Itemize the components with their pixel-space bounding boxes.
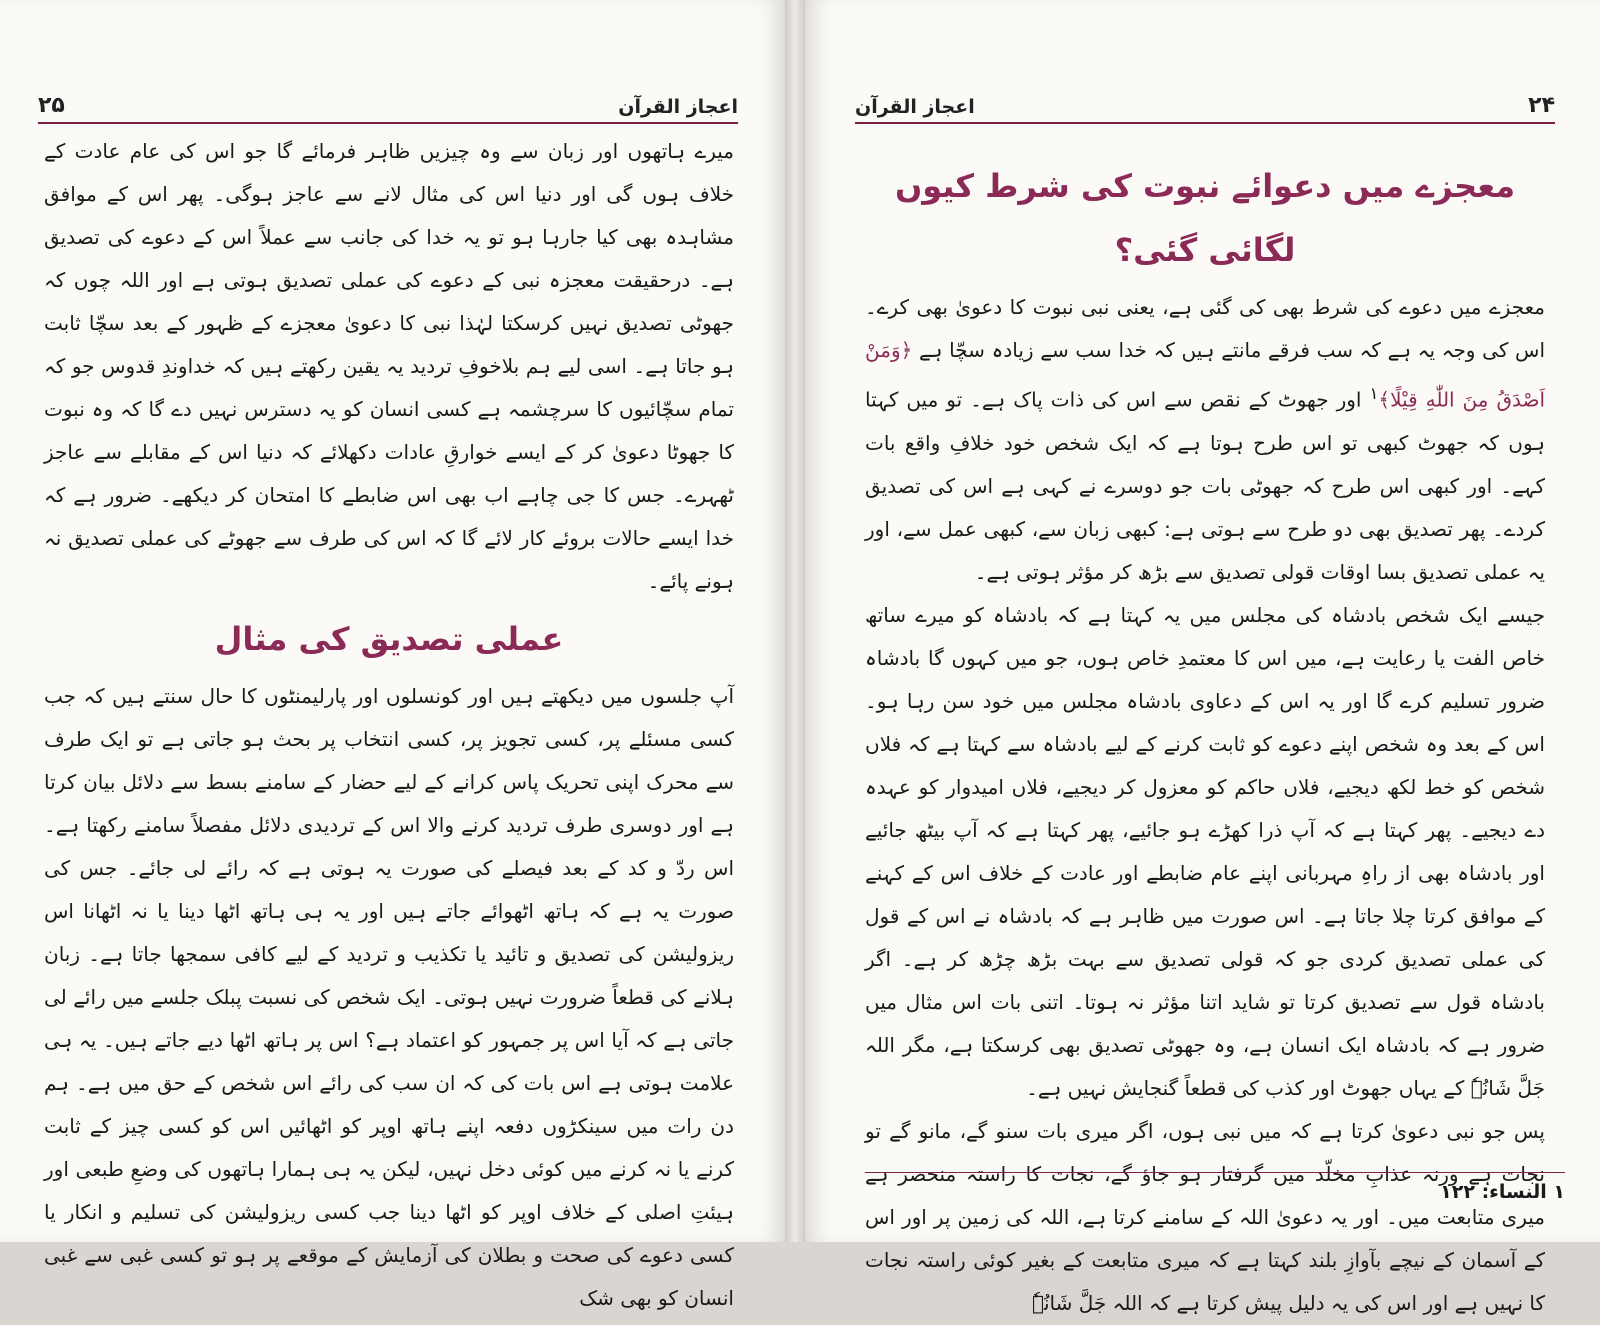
left-page-body bbox=[44, 130, 734, 1320]
right-page-header bbox=[855, 88, 1555, 124]
left-page-number: ۲۵ bbox=[38, 93, 65, 118]
right-paragraph-2: جیسے ایک شخص بادشاہ کی مجلس میں یہ کہتا ہے کہ بادشاہ کو میرے ساتھ خاص الفت یا رعایت ہے، میں اس کا معتمدِ خاص ہوں، جو میں کہوں گا بادشاہ ضرور تسلیم کرے گا اور یہ اس کے دعاوی بادشاہ مجلس میں خود سن رہا ہو۔ اس کے بعد وہ شخص اپنے دعوے کو ثابت کرنے کے لیے بادشاہ سے کہتا ہے کہ فلاں شخص کو خط لکھ دیجیے، فلاں حاکم کو معزول کر دیجیے، فلاں امیدوار کو عہدہ دے دیجیے۔ پھر کہتا ہے کہ آپ ذرا کھڑے ہو جائیے، پھر کہتا ہے کہ آپ بیٹھ جائیے اور بادشاہ بھی از راہِ مہربانی اپنے عام ضابطے اور عادت کے خلاف اس کے کہنے کے موافق کرتا چلا جاتا ہے۔ اس صورت میں ظاہر ہے کہ بادشاہ نے اس کے قول کی عملی تصدیق کردی جو کہ قولی تصدیق سے بہت بڑھ چڑھ کر ہے۔ اگر بادشاہ قول سے تصدیق کرتا تو شاید اتنا مؤثر نہ ہوتا۔ اتنی بات اس مثال میں ضرور ہے کہ بادشاہ ایک انسان ہے، وہ جھوٹی تصدیق بھی کرسکتا ہے، مگر اللہ جَلَّ شَانُہٗ کے یہاں جھوٹ اور کذب کی قطعاً گنجایش نہیں ہے۔ bbox=[865, 602, 1545, 1100]
right-paragraph-1-start: معجزے میں دعوے کی شرط بھی کی گئی ہے، یعنی نبی نبوت کا دعویٰ بھی کرے۔ اس کی وجہ یہ ہے کہ سب فرقے مانتے ہیں کہ خدا سب سے زیادہ سچّا ہے bbox=[865, 295, 1546, 362]
right-paragraph-1 bbox=[865, 286, 1545, 594]
quran-verse: ﴿وَمَنْ اَصْدَقُ مِنَ اللّٰهِ قِيْلًا﴾ bbox=[865, 338, 1546, 412]
right-header-title: اعجاز القرآن bbox=[855, 96, 975, 118]
left-paragraph-1: میرے ہاتھوں اور زبان سے وہ چیزیں ظاہر فرمائے گا جو اس کی عام عادت کے خلاف ہوں گی اور دنیا اس کی مثال لانے سے عاجز ہوگی۔ پھر اس کے موافق مشاہدہ بھی کیا جارہا ہو تو یہ خدا کی جانب سے عملاً اس کے دعوے کی تصدیق ہے۔ درحقیقت معجزہ نبی کے دعوے کی عملی تصدیق ہوتی ہے اور اللہ چوں کہ جھوٹی تصدیق نہیں کرسکتا لہٰذا نبی کا دعویٰ معجزے کے ظہور کے بعد سچّا ثابت ہو جاتا ہے۔ اسی لیے ہم بلاخوفِ تردید یہ یقین رکھتے ہیں کہ خداوندِ قدوس جو کہ تمام سچّائیوں کا سرچشمہ ہے کسی انسان کو یہ دسترس نہیں دے گا کہ وہ نبوت کا جھوٹا دعویٰ کر کے ایسے خوارقِ عادات دکھلائے کہ دنیا اس کے مقابلے سے عاجز ٹھہرے۔ جس کا جی چاہے اب بھی اس ضابطے کا امتحان کر دیکھے۔ ضرور ہے کہ خدا ایسے حالات بروئے کار لائے گا کہ اس کی طرف سے جھوٹے کی عملی تصدیق نہ ہونے پائے۔ bbox=[44, 139, 734, 593]
footnote-marker: ۱ bbox=[1369, 384, 1379, 403]
left-section-heading: عملی تصدیق کی مثال bbox=[214, 620, 564, 658]
right-page-number: ۲۴ bbox=[1528, 93, 1555, 118]
left-page bbox=[0, 0, 785, 1310]
right-page bbox=[805, 0, 1600, 1315]
right-section-heading: معجزے میں دعوائے نبوت کی شرط کیوں لگائی گئی؟ bbox=[894, 167, 1516, 269]
right-page-body bbox=[865, 150, 1545, 1325]
book-gutter bbox=[785, 0, 805, 1242]
left-header-title: اعجاز القرآن bbox=[618, 96, 738, 118]
right-paragraph-1-end: اور جھوٹ کے نقص سے اس کی ذات پاک ہے۔ تو میں کہتا ہوں کہ جھوٹ کبھی تو اس طرح ہوتا ہے کہ ایک شخص خود خلافِ واقع بات کہے۔ اور کبھی اس طرح کہ جھوٹی بات جو دوسرے نے کہی ہے اس کی تصدیق کردے۔ پھر تصدیق بھی دو طرح سے ہوتی ہے: کبھی زبان سے، کبھی عمل سے، اور یہ عملی تصدیق بسا اوقات قولی تصدیق سے بڑھ کر مؤثر ہوتی ہے۔ bbox=[865, 387, 1545, 584]
left-paragraph-2: آپ جلسوں میں دیکھتے ہیں اور کونسلوں اور پارلیمنٹوں کا حال سنتے ہیں کہ جب کسی مسئلے پر، کسی تجویز پر، کسی انتخاب پر بحث ہو جاتی ہے تو ایک طرف سے محرک اپنی تحریک پاس کرانے کے لیے حضار کے سامنے بسط سے دلائل بیان کرتا ہے اور دوسری طرف تردید کرنے والا اس کے تردیدی دلائل مفصلاً سامنے رکھتا ہے۔ اس ردّ و کد کے بعد فیصلے کی صورت یہ ہوتی ہے کہ رائے لی جائے۔ جس کی صورت یہ ہے کہ ہاتھ اٹھوائے جاتے ہیں اور یہ ہی ہاتھ اٹھا دینا یا نہ اٹھانا اس ریزولیشن کی تصدیق و تائید یا تکذیب و تردید کے لیے کافی سمجھا جاتا ہے۔ زبان ہلانے کی قطعاً ضرورت نہیں ہوتی۔ ایک شخص کی نسبت پبلک جلسے میں رائے لی جاتی ہے کہ آیا اس پر جمہور کو اعتماد ہے؟ اس پر ہاتھ اٹھا دیے جاتے ہیں۔ یہ ہی علامت ہوتی ہے اس بات کی کہ ان سب کی رائے اس شخص کے حق میں ہے۔ ہم دن رات میں سینکڑوں دفعہ اپنے ہاتھ اوپر کو اٹھائیں اس کو کسی چیز کے ثابت کرنے یا نہ کرنے میں کوئی دخل نہیں، لیکن یہ ہی ہمارا ہاتھوں کی وضعِ طبعی اور ہیئتِ اصلی کے خلاف اوپر کو اٹھا دینا جب کسی ریزولیشن کی تسلیم و انکار یا کسی دعوے کی صحت و بطلان کی آزمایش کے موقعے پر ہو تو کسی غبی سے غبی انسان کو بھی شک bbox=[44, 684, 734, 1310]
right-paragraph-3: پس جو نبی دعویٰ کرتا ہے کہ میں نبی ہوں، اگر میری بات سنو گے، مانو گے تو نجات ہے ورنہ عذابِ مخلّد میں گرفتار ہو جاؤ گے، نجات کا راستہ منحصر ہے میری متابعت میں۔ اور یہ دعویٰ اللہ کے سامنے کرتا ہے، اللہ کی زمین پر اور اس کے آسمان کے نیچے بآوازِ بلند کہتا ہے کہ میری متابعت کے بغیر کوئی راستہ نجات کا نہیں ہے اور اس کی یہ دلیل پیش کرتا ہے کہ اللہ جَلَّ شَانُہٗ bbox=[865, 1118, 1545, 1315]
right-page-footnote: ۱ النساء: ۱۲۲ bbox=[865, 1172, 1565, 1203]
left-page-header bbox=[38, 88, 738, 124]
